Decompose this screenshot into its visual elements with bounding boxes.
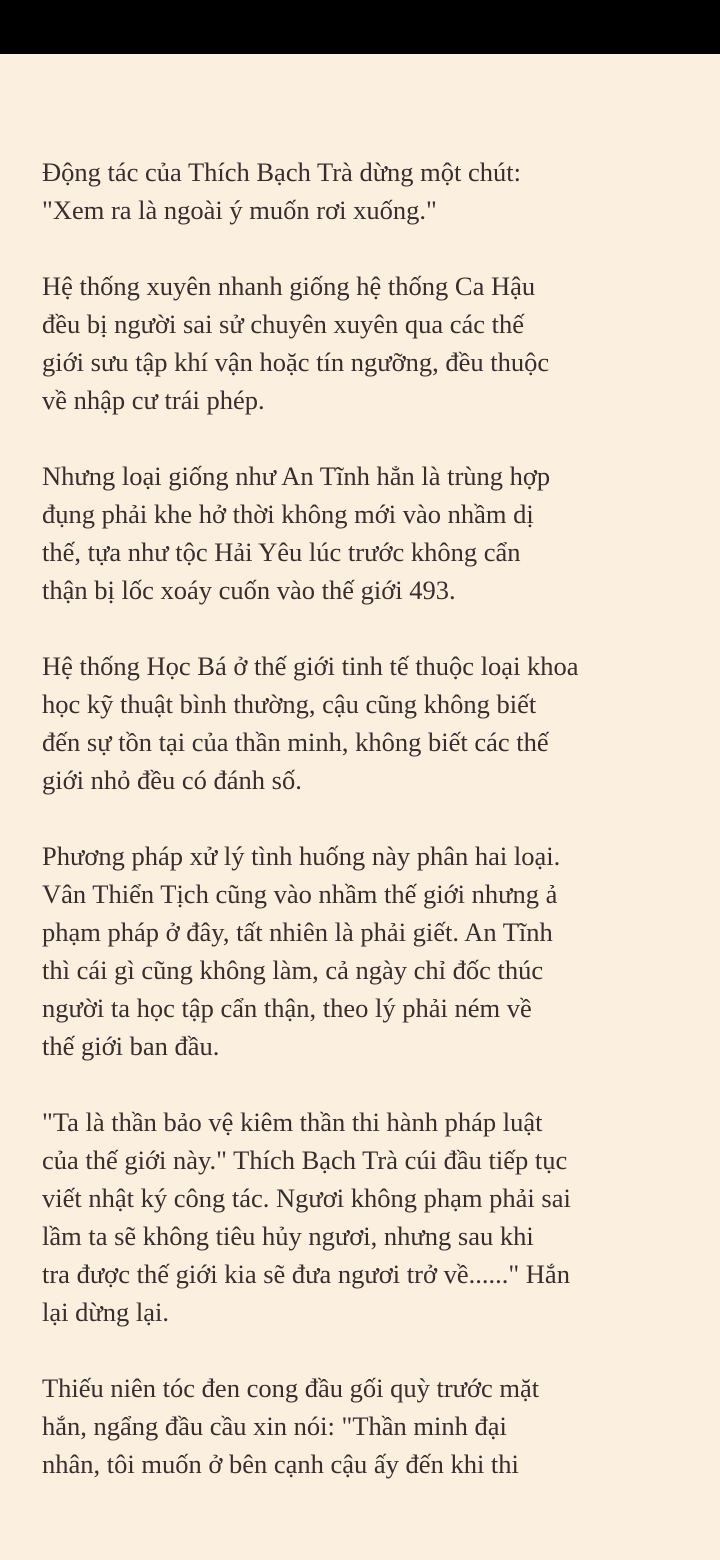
- text-line: học kỹ thuật bình thường, cậu cũng không biết: [42, 689, 537, 719]
- text-line: người ta học tập cẩn thận, theo lý phải ném về: [42, 993, 532, 1023]
- text-line: hắn, ngẩng đầu cầu xin nói: "Thần minh đại: [42, 1411, 507, 1441]
- text-line: thế giới ban đầu.: [42, 1031, 220, 1061]
- paragraph: [42, 647, 678, 799]
- text-line: đến sự tồn tại của thần minh, không biết các thế: [42, 727, 549, 757]
- paragraph: [42, 267, 678, 419]
- text-line: thận bị lốc xoáy cuốn vào thế giới 493.: [42, 575, 456, 605]
- paragraph: [42, 837, 678, 1065]
- text-line: viết nhật ký công tác. Ngươi không phạm phải sai: [42, 1183, 571, 1213]
- text-line: thì cái gì cũng không làm, cả ngày chỉ đốc thúc: [42, 955, 544, 985]
- text-line: lại dừng lại.: [42, 1297, 169, 1327]
- text-line: "Ta là thần bảo vệ kiêm thần thi hành pháp luật: [42, 1107, 543, 1137]
- text-line: Hệ thống xuyên nhanh giống hệ thống Ca Hậu: [42, 271, 536, 301]
- text-line: của thế giới này." Thích Bạch Trà cúi đầu tiếp tục: [42, 1145, 568, 1175]
- text-line: nhân, tôi muốn ở bên cạnh cậu ấy đến khi thi: [42, 1449, 519, 1479]
- text-line: thế, tựa như tộc Hải Yêu lúc trước không cẩn: [42, 537, 521, 567]
- text-line: Vân Thiển Tịch cũng vào nhầm thế giới nhưng ả: [42, 879, 558, 909]
- paragraph: [42, 457, 678, 609]
- text-line: về nhập cư trái phép.: [42, 385, 265, 415]
- text-line: Thiếu niên tóc đen cong đầu gối quỳ trước mặt: [42, 1373, 540, 1403]
- text-line: đụng phải khe hở thời không mới vào nhầm dị: [42, 499, 534, 529]
- text-line: phạm pháp ở đây, tất nhiên là phải giết. An Tĩnh: [42, 917, 553, 947]
- text-line: giới nhỏ đều có đánh số.: [42, 765, 302, 795]
- paragraph: [42, 1369, 678, 1483]
- text-line: Hệ thống Học Bá ở thế giới tinh tế thuộc loại khoa: [42, 651, 579, 681]
- text-line: lầm ta sẽ không tiêu hủy ngươi, nhưng sau khi: [42, 1221, 534, 1251]
- text-line: Nhưng loại giống như An Tĩnh hẳn là trùng hợp: [42, 461, 551, 491]
- reading-content: [42, 153, 678, 1521]
- text-line: tra được thế giới kia sẽ đưa ngươi trở về......" Hắn: [42, 1259, 570, 1289]
- text-line: giới sưu tập khí vận hoặc tín ngưỡng, đều thuộc: [42, 347, 550, 377]
- text-line: đều bị người sai sử chuyên xuyên qua các thế: [42, 309, 525, 339]
- text-line: Động tác của Thích Bạch Trà dừng một chút:: [42, 157, 522, 187]
- paragraph: [42, 153, 678, 229]
- text-line: "Xem ra là ngoài ý muốn rơi xuống.": [42, 195, 437, 225]
- text-line: Phương pháp xử lý tình huống này phân hai loại.: [42, 841, 561, 871]
- status-bar: [0, 0, 720, 54]
- paragraph: [42, 1103, 678, 1331]
